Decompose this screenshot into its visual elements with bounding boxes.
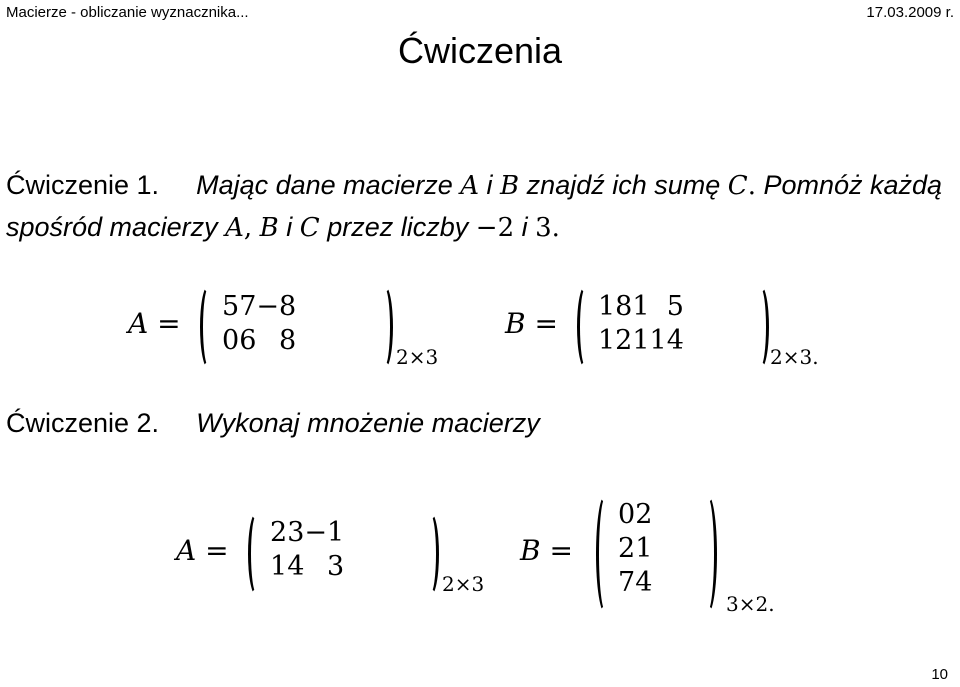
right-paren: [422, 512, 439, 596]
ex1-text2: znajdź ich sumę: [526, 170, 721, 200]
ex1-sym-a2: A: [225, 213, 244, 243]
ex1-conj-i2: i: [286, 212, 293, 242]
ex1-line1: [6, 170, 942, 201]
ex1-comma: ,: [243, 213, 253, 243]
ex1-matrix-b-grid: 18 1 5 12 1 14: [598, 291, 684, 356]
ex1-line2: [6, 212, 560, 243]
ex1-conj-i3: i: [521, 212, 528, 242]
ex1-number-3: 3.: [535, 213, 560, 243]
ex2-line: [6, 408, 540, 439]
ex1-sym-c: C: [727, 171, 748, 201]
left-paren: [200, 285, 217, 369]
ex1-matrix-a-size: 2×3: [396, 345, 439, 369]
ex2-matrix-b-grid: 0 2 2 1 7 4: [618, 499, 653, 598]
ex1-dot: .: [747, 171, 756, 201]
ex2-matrix-b-size: 3×2.: [726, 592, 775, 616]
slide-header: [0, 0, 960, 24]
ex1-sym-b: B: [500, 171, 520, 201]
ex1-sym-a: A: [460, 171, 480, 201]
right-paren: [376, 285, 393, 369]
ex1-text4: spośród macierzy: [6, 212, 218, 242]
page-number: 10: [931, 666, 948, 683]
header-date: 17.03.2009 r.: [866, 3, 954, 21]
header-left-title: Macierze - obliczanie wyznacznika...: [6, 3, 249, 21]
ex1-text5: przez liczby: [327, 212, 469, 242]
ex2-matrix-a-grid: 2 3 −1 1 4 3: [270, 517, 345, 582]
right-paren: [698, 494, 717, 614]
ex2-text: Wykonaj mnożenie macierzy: [196, 408, 540, 438]
page-title: Ćwiczenia: [397, 30, 563, 71]
ex1-matrix-a-lhs: A =: [128, 307, 181, 340]
ex1-text1: Mając dane macierze: [196, 170, 453, 200]
ex1-text3: Pomnóż każdą: [763, 170, 943, 200]
ex2-matrix-a-size: 2×3: [442, 572, 485, 596]
left-paren: [248, 512, 265, 596]
ex1-matrix-a-grid: 5 7 −8 0 6 8: [222, 291, 297, 356]
ex1-number-neg2: −2: [475, 213, 515, 243]
ex2-label: Ćwiczenie 2.: [6, 408, 160, 438]
ex1-matrix-b-lhs: B =: [505, 307, 558, 340]
left-paren: [577, 285, 594, 369]
ex2-matrix-a-lhs: A =: [176, 534, 229, 567]
left-paren: [596, 494, 615, 614]
ex1-sym-c2: C: [299, 213, 320, 243]
ex2-matrix-b-lhs: B =: [520, 534, 573, 567]
ex1-conj-i: i: [486, 170, 493, 200]
ex1-sym-b2: B: [259, 213, 279, 243]
ex1-matrix-b-size: 2×3.: [770, 345, 819, 369]
right-paren: [752, 285, 769, 369]
ex1-label: Ćwiczenie 1.: [6, 170, 160, 200]
